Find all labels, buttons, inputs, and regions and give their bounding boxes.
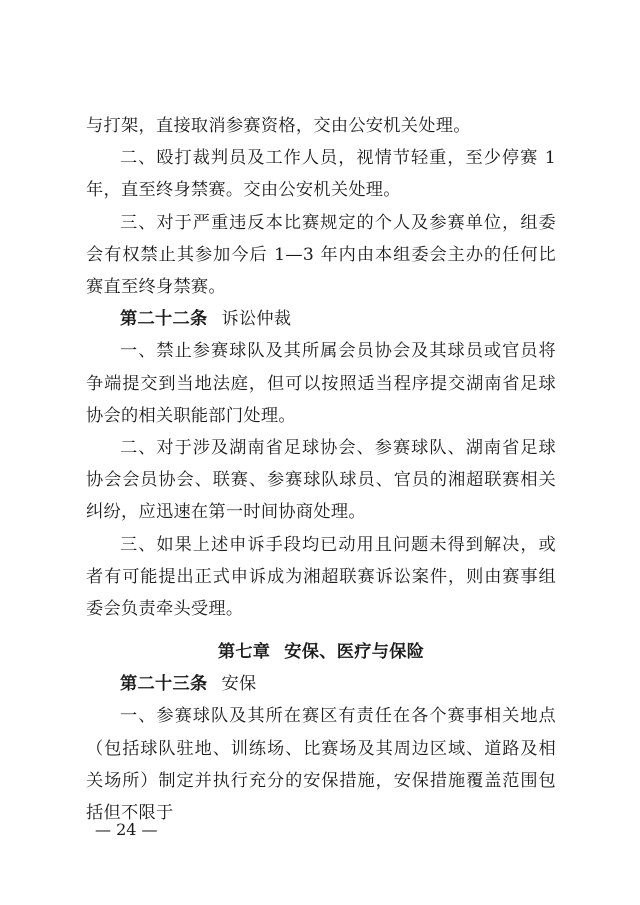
article-22-number: 第二十二条: [120, 309, 208, 330]
text-block-bottom: [86, 636, 556, 829]
paragraph-item-3: 三、对于严重违反本比赛规定的个人及参赛单位，组委会有权禁止其参加今后 1—3 年内由本组委会主办的任何比赛直至终身禁赛。: [86, 212, 556, 298]
chapter-7-heading: [86, 636, 556, 668]
article-22-paragraph-3: 三、如果上述申诉手段均已动用且问题未得到解决，或者有可能提出正式申诉成为湘超联赛诉讼案件，则由赛事组委会负责牵头受理。: [86, 534, 556, 620]
paragraph-item-2: 二、殴打裁判员及工作人员，视情节轻重，至少停赛 1 年，直至终身禁赛。交由公安机关处理。: [86, 148, 556, 201]
article-23-number: 第二十三条: [120, 674, 208, 695]
article-23-paragraph-1: 一、参赛球队及其所在赛区有责任在各个赛事相关地点（包括球队驻地、训练场、比赛场及其周边区域、道路及相关场所）制定并执行充分的安保措施，安保措施覆盖范围包括但不限于: [86, 706, 556, 824]
article-22-title: 诉讼仲裁: [221, 309, 292, 330]
chapter-7-title: 安保、医疗与保险: [284, 642, 425, 662]
page-number: — 24 —: [95, 820, 158, 839]
text-block-top: [86, 110, 556, 625]
paragraph-continuation: 与打架，直接取消参赛资格，交由公安机关处理。: [86, 116, 471, 136]
chapter-7-number: 第七章: [217, 642, 271, 662]
article-23-heading: [86, 668, 556, 700]
article-22-paragraph-2: 二、对于涉及湖南省足球协会、参赛球队、湖南省足球协会会员协会、联赛、参赛球队球员、官员的湘超联赛相关纠纷，应迅速在第一时间协商处理。: [86, 438, 556, 523]
article-23-title: 安保: [221, 674, 257, 695]
article-22-heading: [86, 303, 556, 335]
article-22-paragraph-1: 一、禁止参赛球队及其所属会员协会及其球员或官员将争端提交到当地法庭，但可以按照适当程序提交湖南省足球协会的相关职能部门处理。: [86, 341, 556, 426]
